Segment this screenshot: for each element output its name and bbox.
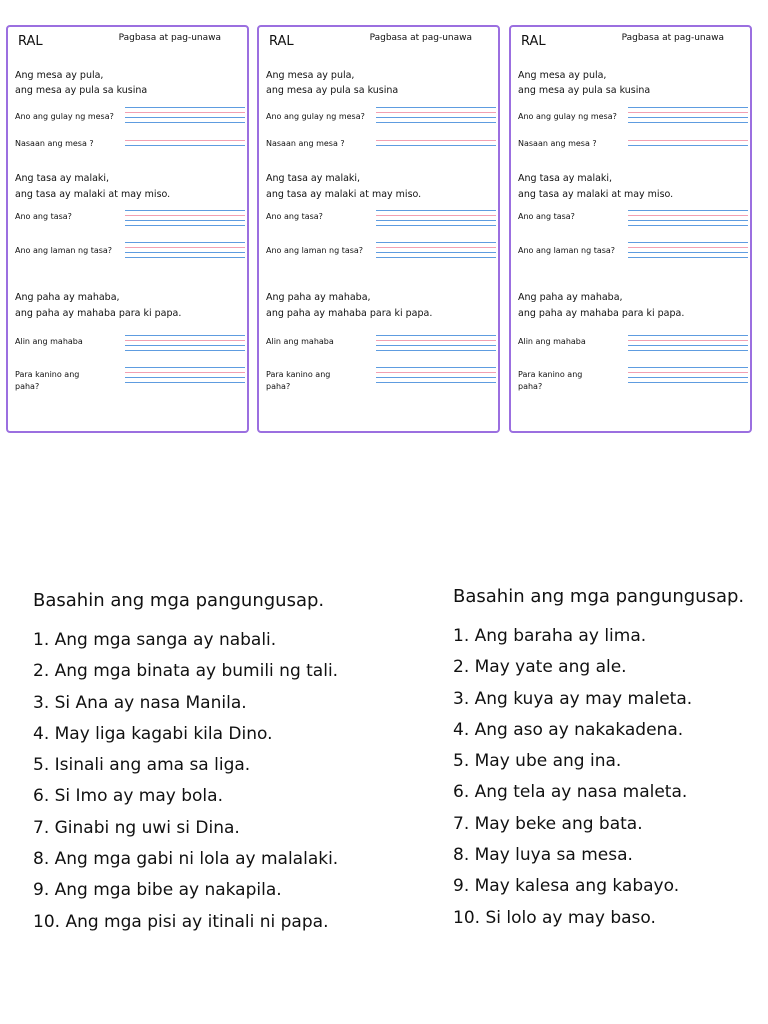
list-heading: Basahin ang mga pangungusap. — [33, 590, 325, 611]
question-label: Alin ang mahaba — [518, 337, 586, 346]
list-item: 1. Ang mga sanga ay nabali. — [33, 630, 277, 650]
passage-line: ang tasa ay malaki at may miso. — [518, 189, 674, 200]
question-label: Ano ang laman ng tasa? — [518, 246, 616, 255]
passage-line: ang paha ay mahaba para ki papa. — [518, 308, 685, 319]
question-label: Nasaan ang mesa ? — [518, 139, 597, 148]
question-label: Alin ang mahaba — [15, 337, 83, 346]
list-item: 4. Ang aso ay nakakadena. — [453, 719, 684, 740]
passage-line: Ang mesa ay pula, — [518, 70, 607, 81]
passage-line: ang tasa ay malaki at may miso. — [266, 189, 422, 200]
question-label: Ano ang tasa? — [15, 212, 72, 221]
list-item: 2. May yate ang ale. — [453, 657, 627, 678]
question-label: Para kanino ang — [15, 370, 80, 379]
passage-line: ang mesa ay pula sa kusina — [266, 85, 399, 96]
question-label: paha? — [15, 382, 40, 391]
passage-line: ang paha ay mahaba para ki papa. — [266, 308, 433, 319]
answer-lines[interactable] — [125, 367, 245, 387]
answer-lines[interactable] — [628, 242, 748, 262]
list-item: 6. Ang tela ay nasa maleta. — [453, 782, 688, 803]
answer-lines[interactable] — [125, 140, 245, 150]
question-label: Ano ang laman ng tasa? — [15, 246, 113, 255]
passage-line: ang mesa ay pula sa kusina — [15, 85, 148, 96]
list-item: 4. May liga kagabi kila Dino. — [33, 723, 273, 744]
question-label: Ano ang gulay ng mesa? — [518, 112, 617, 121]
answer-lines[interactable] — [125, 242, 245, 262]
list-item: 6. Si Imo ay may bola. — [33, 786, 223, 807]
passage-line: Ang tasa ay malaki, — [266, 173, 361, 184]
passage-line: Ang paha ay mahaba, — [518, 292, 623, 303]
question-label: Para kanino ang — [266, 370, 331, 379]
worksheet-card — [6, 25, 249, 433]
list-item: 8. Ang mga gabi ni lola ay malalaki. — [33, 849, 339, 870]
worksheet-card — [257, 25, 500, 433]
list-item: 1. Ang baraha ay lima. — [453, 626, 647, 646]
list-item: 9. May kalesa ang kabayo. — [453, 876, 680, 897]
worksheet-card — [509, 25, 752, 433]
answer-lines[interactable] — [628, 107, 748, 127]
left-sentence-list — [33, 590, 338, 938]
passage-line: Ang tasa ay malaki, — [518, 173, 613, 184]
answer-lines[interactable] — [376, 210, 496, 230]
passage-line: Ang mesa ay pula, — [266, 70, 355, 81]
list-item: 7. Ginabi ng uwi si Dina. — [33, 817, 240, 838]
passage-line: ang mesa ay pula sa kusina — [518, 85, 651, 96]
list-item: 5. Isinali ang ama sa liga. — [33, 755, 251, 776]
card-title: RAL — [269, 34, 294, 49]
answer-lines[interactable] — [628, 335, 748, 355]
list-item: 3. Si Ana ay nasa Manila. — [33, 692, 247, 713]
question-label: Ano ang gulay ng mesa? — [266, 112, 365, 121]
question-label: Nasaan ang mesa ? — [15, 139, 94, 148]
passage-line: ang tasa ay malaki at may miso. — [15, 189, 171, 200]
question-label: Ano ang gulay ng mesa? — [15, 112, 114, 121]
card-title: RAL — [18, 34, 43, 49]
list-item: 10. Si lolo ay may baso. — [453, 907, 656, 928]
passage-line: Ang paha ay mahaba, — [266, 292, 371, 303]
question-label: paha? — [266, 382, 291, 391]
answer-lines[interactable] — [628, 367, 748, 387]
list-item: 10. Ang mga pisi ay itinali ni papa. — [33, 911, 329, 932]
answer-lines[interactable] — [628, 140, 748, 150]
right-sentence-list — [453, 586, 744, 934]
answer-lines[interactable] — [125, 210, 245, 230]
question-label: Nasaan ang mesa ? — [266, 139, 345, 148]
passage-line: ang paha ay mahaba para ki papa. — [15, 308, 182, 319]
list-heading: Basahin ang mga pangungusap. — [453, 586, 745, 607]
answer-lines[interactable] — [376, 107, 496, 127]
question-label: paha? — [518, 382, 543, 391]
answer-lines[interactable] — [376, 242, 496, 262]
answer-lines[interactable] — [376, 367, 496, 387]
answer-lines[interactable] — [376, 140, 496, 150]
card-title: RAL — [521, 34, 546, 49]
question-label: Ano ang tasa? — [518, 212, 575, 221]
list-item: 5. May ube ang ina. — [453, 751, 622, 772]
card-subtitle: Pagbasa at pag-unawa — [118, 33, 221, 43]
question-label: Para kanino ang — [518, 370, 583, 379]
passage-line: Ang paha ay mahaba, — [15, 292, 120, 303]
list-item: 2. Ang mga binata ay bumili ng tali. — [33, 661, 339, 682]
card-subtitle: Pagbasa at pag-unawa — [369, 33, 472, 43]
question-label: Ano ang laman ng tasa? — [266, 246, 364, 255]
list-item: 9. Ang mga bibe ay nakapila. — [33, 880, 282, 901]
passage-line: Ang mesa ay pula, — [15, 70, 104, 81]
answer-lines[interactable] — [376, 335, 496, 355]
card-subtitle: Pagbasa at pag-unawa — [621, 33, 724, 43]
list-item: 3. Ang kuya ay may maleta. — [453, 688, 693, 709]
answer-lines[interactable] — [628, 210, 748, 230]
list-item: 8. May luya sa mesa. — [453, 845, 633, 866]
question-label: Ano ang tasa? — [266, 212, 323, 221]
question-label: Alin ang mahaba — [266, 337, 334, 346]
answer-lines[interactable] — [125, 335, 245, 355]
passage-line: Ang tasa ay malaki, — [15, 173, 110, 184]
list-item: 7. May beke ang bata. — [453, 813, 643, 834]
answer-lines[interactable] — [125, 107, 245, 127]
